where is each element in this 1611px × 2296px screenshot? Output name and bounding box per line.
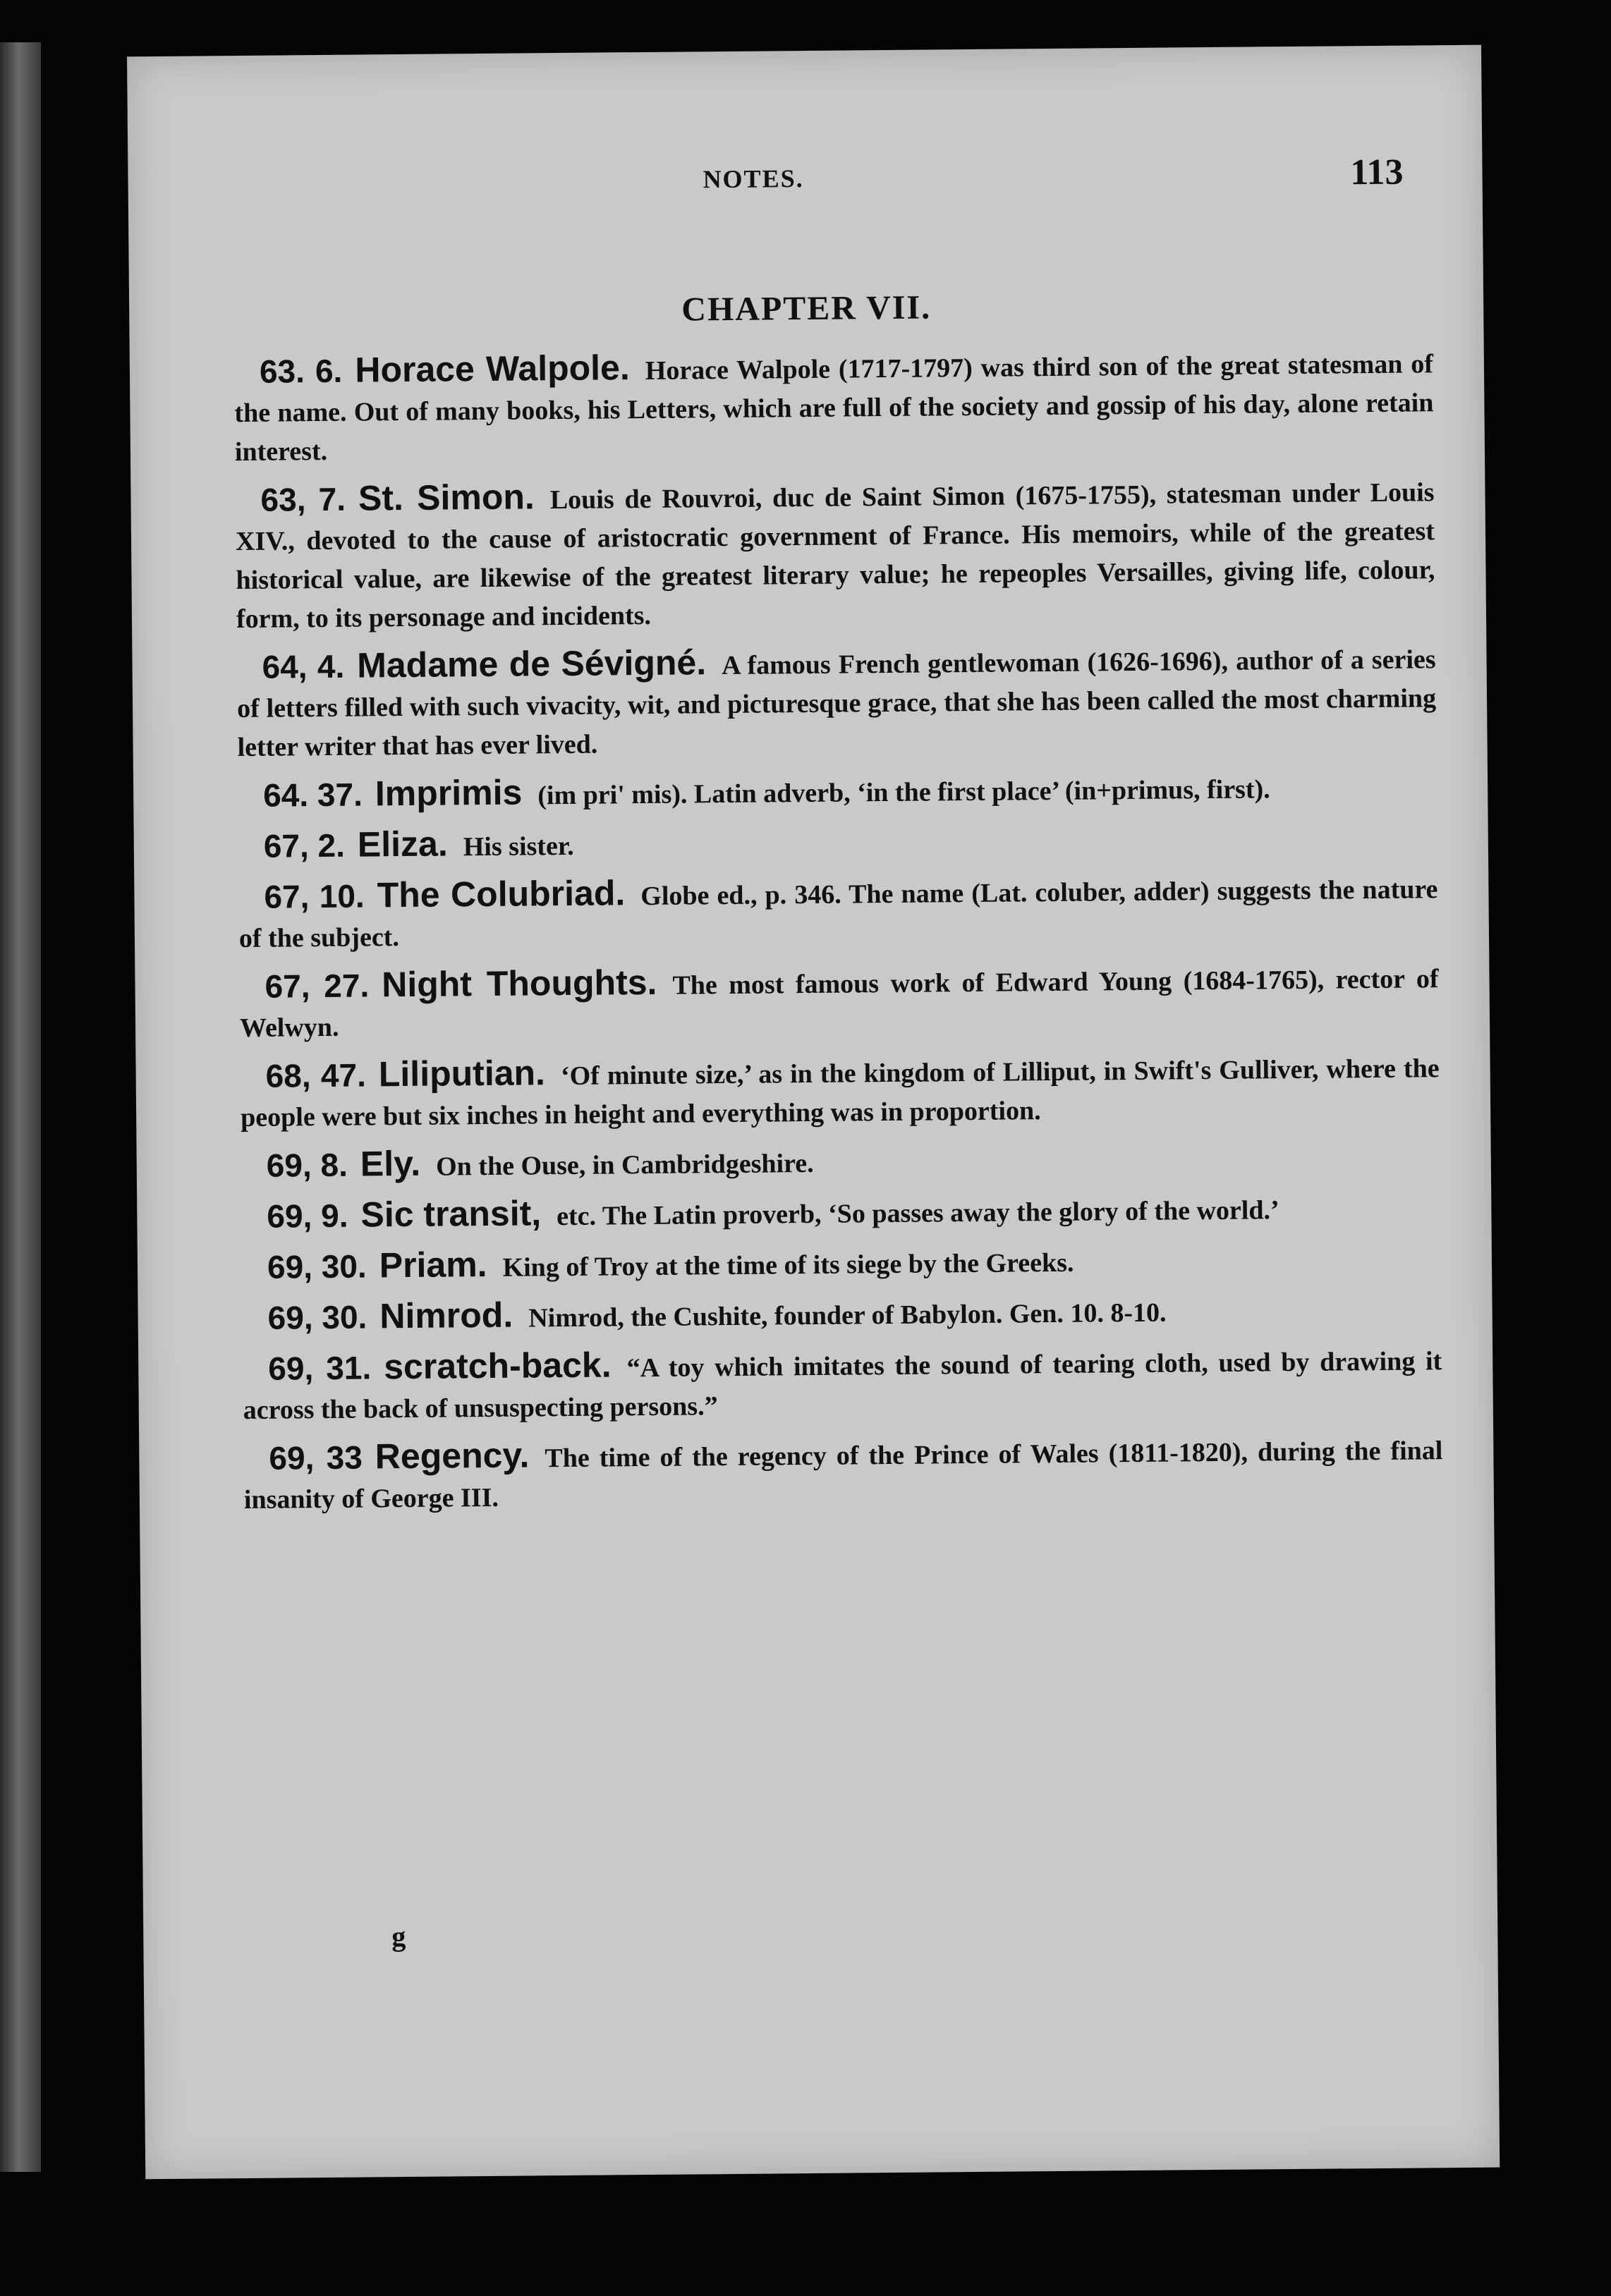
note-term: Priam. [379,1244,487,1286]
note-entry [242,1288,1441,1341]
note-term: Madame de Sévigné. [356,642,707,685]
note-term: St. Simon. [358,477,535,518]
note-description: Horace Walpole (1717-1797) was third son of the great statesman of the name. Out of many books, his Letters, which are full of the society and gossip of his day, alone retain interest. [234,349,1434,468]
signature-mark: g [391,1920,406,1953]
note-reference: 67, 27. [265,967,370,1005]
note-reference: 67, 10. [264,877,365,915]
note-reference: 67, 2. [263,826,346,865]
note-term: Imprimis [375,772,523,814]
note-reference: 63, 7. [260,480,346,518]
note-description: Louis de Rouvroi, duc de Saint Simon (1675-1755), statesman under Louis XIV., devoted to the cause of aristocratic government of France. His memoirs, while of the greatest historical value, are likewise of the greatest literary value; he repeoples Versailles, giving life, colour, form, to its personage and incidents. [235,477,1435,635]
note-description: King of Troy at the time of its siege by the Greeks. [502,1247,1074,1283]
note-term: The Colubriad. [377,873,626,915]
note-entry [243,1428,1443,1520]
chapter-title: CHAPTER VII. [681,288,932,329]
note-entry [238,867,1438,958]
note-entry [238,816,1437,869]
note-term: Eliza. [357,824,448,865]
note-description: On the Ouse, in Cambridgeshire. [435,1148,814,1182]
note-description: Globe ed., p. 346. The name (Lat. coluber, adder) suggests the nature of the subject. [238,874,1438,954]
note-term: Horace Walpole. [355,348,630,390]
note-entry [234,341,1434,472]
note-reference: 64. 37. [262,776,363,814]
note-term: Night Thoughts. [381,962,657,1005]
note-description: The most famous work of Edward Young (1684-1765), rector of Welwyn. [239,964,1439,1044]
note-term: Sic transit, [360,1193,542,1235]
note-description: “A toy which imitates the sound of tearing cloth, used by drawing it across the back of unsuspecting persons.” [243,1346,1442,1426]
note-description: Nimrod, the Cushite, founder of Babylon. Gen. 10. 8-10. [528,1297,1167,1333]
note-reference: 69, 30. [267,1247,367,1286]
note-term: Ely. [360,1143,421,1184]
note-reference: 69, 9. [267,1197,348,1235]
facing-page-edge [0,42,41,2172]
note-term: Nimrod. [379,1295,513,1336]
note-entry [235,470,1435,639]
note-entry [242,1237,1441,1290]
note-description: etc. The Latin proverb, ‘So passes away the glory of the world.’ [556,1195,1279,1232]
note-entry [241,1186,1440,1239]
book-page [127,45,1500,2180]
note-description: The time of the regency of the Prince of Wales (1811-1820), during the final insanity of George III. [243,1436,1443,1515]
notes-list [234,341,1443,1528]
note-description: (im pri' mis). Latin adverb, ‘in the first place’ (in+primus, first). [537,774,1270,811]
note-entry [241,1135,1440,1188]
page-header [128,151,1483,219]
note-term: Liliputian. [378,1053,546,1094]
note-description: His sister. [463,831,574,862]
note-reference: 69, 8. [266,1146,348,1184]
note-reference: 68, 47. [265,1056,367,1094]
note-term: scratch-back. [383,1345,612,1387]
note-reference: 69, 31. [268,1349,372,1387]
note-entry [240,1046,1440,1137]
note-term: Regency. [375,1435,530,1477]
note-entry [236,637,1436,767]
note-reference: 63. 6. [259,352,343,390]
running-head: NOTES. [703,164,804,194]
note-entry [243,1338,1442,1430]
note-reference: 69, 33 [269,1439,363,1477]
page-number: 113 [1350,152,1404,193]
note-entry [238,765,1437,818]
note-description: ‘Of minute size,’ as in the kingdom of Lilliput, in Swift's Gulliver, where the people were but six inches in height and everything was in proportion. [240,1054,1440,1133]
note-reference: 64, 4. [262,647,345,685]
note-reference: 69, 30. [267,1298,367,1336]
note-description: A famous French gentlewoman (1626-1696), author of a series of letters filled with such vivacity, wit, and picturesque grace, that she has been called the most charming letter writer that has ever lived. [236,645,1437,763]
note-entry [239,956,1439,1048]
